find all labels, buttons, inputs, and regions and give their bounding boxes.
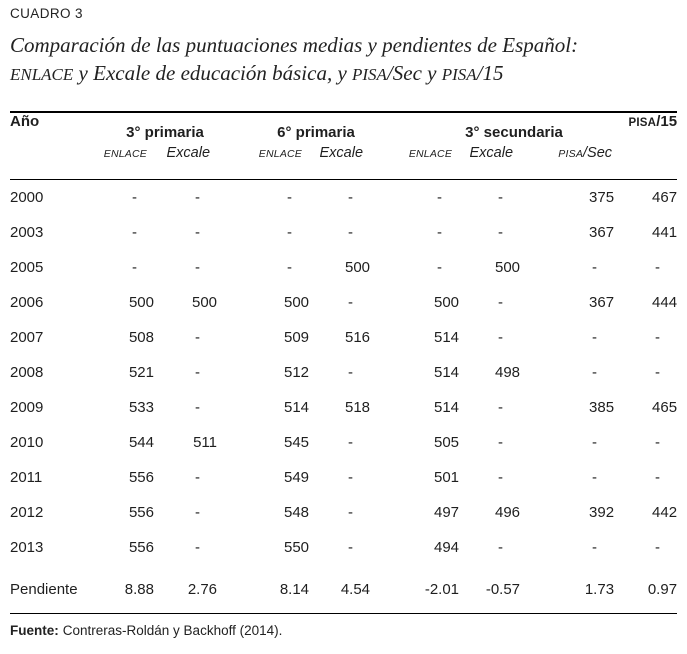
table-row: [10, 495, 677, 530]
smallcaps-text: PISA: [441, 65, 477, 84]
year-cell: 2012: [10, 504, 44, 521]
value-cell: 514: [283, 399, 310, 416]
title-line-1: Comparación de las puntuaciones medias y pendientes de Español:: [10, 33, 579, 57]
value-cell: -: [132, 259, 137, 276]
value-cell: -: [592, 364, 598, 381]
value-cell: -: [592, 434, 598, 451]
value-cell: 442: [652, 504, 678, 521]
value-cell: -: [498, 399, 504, 416]
table-row: [10, 460, 677, 495]
value-cell: 498: [495, 364, 521, 381]
value-cell: 511: [193, 434, 218, 451]
value-cell: 441: [652, 224, 678, 241]
value-cell: -: [655, 469, 661, 486]
value-cell: 556: [128, 539, 154, 556]
value-cell: 500: [434, 294, 460, 311]
value-cell: 392: [589, 504, 615, 521]
col-subheader: [370, 145, 459, 180]
value-cell: 467: [652, 189, 678, 206]
col-header-3-primaria: 3° primaria: [126, 124, 204, 141]
slope-value-cell: 0.97: [647, 580, 678, 598]
summary-row: [10, 565, 677, 614]
value-cell: 385: [589, 399, 615, 416]
smallcaps-text: ENLACE: [10, 65, 74, 84]
value-cell: -: [437, 224, 443, 241]
value-cell: 556: [128, 504, 154, 521]
slope-value-cell: 4.54: [340, 580, 371, 598]
value-cell: -: [195, 224, 201, 241]
text-segment: Excale: [166, 145, 211, 161]
value-cell: 544: [128, 434, 154, 451]
value-cell: 500: [191, 294, 218, 311]
summary-label: Pendiente: [10, 580, 78, 598]
value-cell: -: [348, 189, 354, 206]
smallcaps-text: ENLACE: [408, 148, 453, 160]
value-cell: 500: [128, 294, 154, 311]
value-cell: -: [592, 259, 598, 276]
value-cell: 509: [283, 329, 310, 346]
year-cell: 2008: [10, 364, 44, 381]
col-subheader: [309, 145, 370, 180]
text-segment: /Sec y: [386, 61, 442, 85]
value-cell: -: [287, 224, 293, 241]
value-cell: 444: [652, 294, 678, 311]
title-line-2: [10, 59, 677, 89]
table-row: [10, 390, 677, 425]
scores-table: [10, 111, 677, 614]
value-cell: 367: [589, 294, 615, 311]
col-header-3-secundaria: 3° secundaria: [465, 124, 563, 141]
value-cell: 500: [283, 294, 310, 311]
value-cell: -: [348, 539, 354, 556]
text-segment: y Excale de educación básica, y: [73, 61, 353, 85]
value-cell: 375: [589, 189, 615, 206]
smallcaps-text: PISA: [628, 117, 657, 129]
value-cell: 508: [128, 329, 154, 346]
year-cell: 2000: [10, 189, 44, 206]
value-cell: -: [592, 539, 598, 556]
value-cell: 545: [283, 434, 310, 451]
text-segment: /15: [656, 113, 678, 130]
table-row: [10, 180, 677, 216]
year-cell: 2005: [10, 259, 44, 276]
value-cell: -: [195, 469, 201, 486]
value-cell: 496: [495, 504, 521, 521]
year-cell: 2003: [10, 224, 44, 241]
value-cell: -: [287, 259, 293, 276]
smallcaps-text: PISA: [558, 148, 584, 160]
value-cell: 550: [283, 539, 310, 556]
value-cell: 367: [589, 224, 615, 241]
col-subheader: [100, 145, 154, 180]
value-cell: -: [655, 364, 661, 381]
value-cell: 533: [128, 399, 154, 416]
col-subheader: [520, 145, 614, 180]
value-cell: 505: [434, 434, 460, 451]
table-body: [10, 180, 677, 614]
smallcaps-text: PISA: [352, 65, 387, 84]
value-cell: -: [348, 469, 354, 486]
source-label: Fuente:: [10, 623, 59, 638]
value-cell: -: [195, 539, 201, 556]
value-cell: 497: [434, 504, 460, 521]
value-cell: 500: [495, 259, 521, 276]
value-cell: 494: [434, 539, 460, 556]
table-row: [10, 530, 677, 565]
value-cell: -: [195, 329, 201, 346]
text-segment: Excale: [469, 145, 514, 161]
col-header-year: Año: [10, 112, 100, 180]
slope-value-cell: 8.14: [279, 580, 310, 598]
value-cell: -: [348, 504, 354, 521]
value-cell: -: [498, 539, 504, 556]
source-note: [10, 623, 677, 639]
value-cell: -: [132, 224, 137, 241]
value-cell: -: [195, 259, 201, 276]
text-segment: /Sec: [583, 145, 613, 161]
col-subheader: [154, 145, 217, 180]
slope-value-cell: 1.73: [584, 580, 615, 598]
value-cell: -: [348, 434, 354, 451]
year-cell: 2007: [10, 329, 44, 346]
smallcaps-text: ENLACE: [258, 148, 303, 160]
table-row: [10, 285, 677, 320]
value-cell: 512: [283, 364, 310, 381]
value-cell: -: [195, 189, 201, 206]
value-cell: -: [655, 434, 661, 451]
value-cell: -: [498, 294, 504, 311]
year-cell: 2009: [10, 399, 44, 416]
table-row: [10, 215, 677, 250]
value-cell: 521: [128, 364, 154, 381]
smallcaps-text: ENLACE: [103, 148, 147, 160]
year-cell: 2013: [10, 539, 44, 556]
value-cell: -: [498, 329, 504, 346]
value-cell: -: [592, 329, 598, 346]
value-cell: -: [498, 434, 504, 451]
text-segment: Excale: [319, 145, 364, 161]
table-row: [10, 355, 677, 390]
table-row: [10, 425, 677, 460]
value-cell: 514: [434, 329, 460, 346]
value-cell: -: [437, 189, 443, 206]
value-cell: 518: [345, 399, 371, 416]
value-cell: -: [498, 189, 504, 206]
value-cell: -: [655, 329, 661, 346]
value-cell: 514: [434, 364, 460, 381]
col-subheader: [459, 145, 520, 180]
value-cell: -: [287, 189, 293, 206]
value-cell: -: [592, 469, 598, 486]
table-number-label: CUADRO 3: [10, 6, 83, 21]
slope-value-cell: -2.01: [424, 580, 460, 598]
source-text: Contreras-Roldán y Backhoff (2014).: [62, 623, 283, 638]
value-cell: -: [498, 469, 504, 486]
value-cell: -: [195, 399, 201, 416]
col-subheader: [217, 145, 309, 180]
value-cell: 501: [434, 469, 460, 486]
value-cell: 556: [128, 469, 154, 486]
header-row-subcolumns: [10, 145, 677, 180]
value-cell: 516: [345, 329, 371, 346]
value-cell: -: [655, 259, 661, 276]
col-header-pisa-15: [614, 112, 677, 180]
value-cell: -: [348, 294, 354, 311]
value-cell: -: [195, 364, 201, 381]
table-header: [10, 112, 677, 180]
year-cell: 2011: [10, 469, 43, 486]
value-cell: -: [195, 504, 201, 521]
slope-value-cell: 2.76: [187, 580, 218, 598]
slope-value-cell: 8.88: [124, 580, 154, 598]
value-cell: -: [348, 364, 354, 381]
value-cell: 548: [283, 504, 310, 521]
text-segment: /15: [476, 61, 504, 85]
year-cell: 2006: [10, 294, 44, 311]
value-cell: -: [655, 539, 661, 556]
value-cell: 500: [345, 259, 371, 276]
value-cell: -: [348, 224, 354, 241]
value-cell: -: [437, 259, 443, 276]
table-title: [10, 31, 677, 89]
table-row: [10, 320, 677, 355]
value-cell: 549: [283, 469, 310, 486]
value-cell: 465: [652, 399, 678, 416]
slope-value-cell: -0.57: [485, 580, 521, 598]
header-row-groups: [10, 112, 677, 145]
value-cell: 514: [434, 399, 460, 416]
table-row: [10, 250, 677, 285]
value-cell: -: [132, 189, 137, 206]
col-header-6-primaria: 6° primaria: [277, 124, 355, 141]
value-cell: -: [498, 224, 504, 241]
year-cell: 2010: [10, 434, 44, 451]
